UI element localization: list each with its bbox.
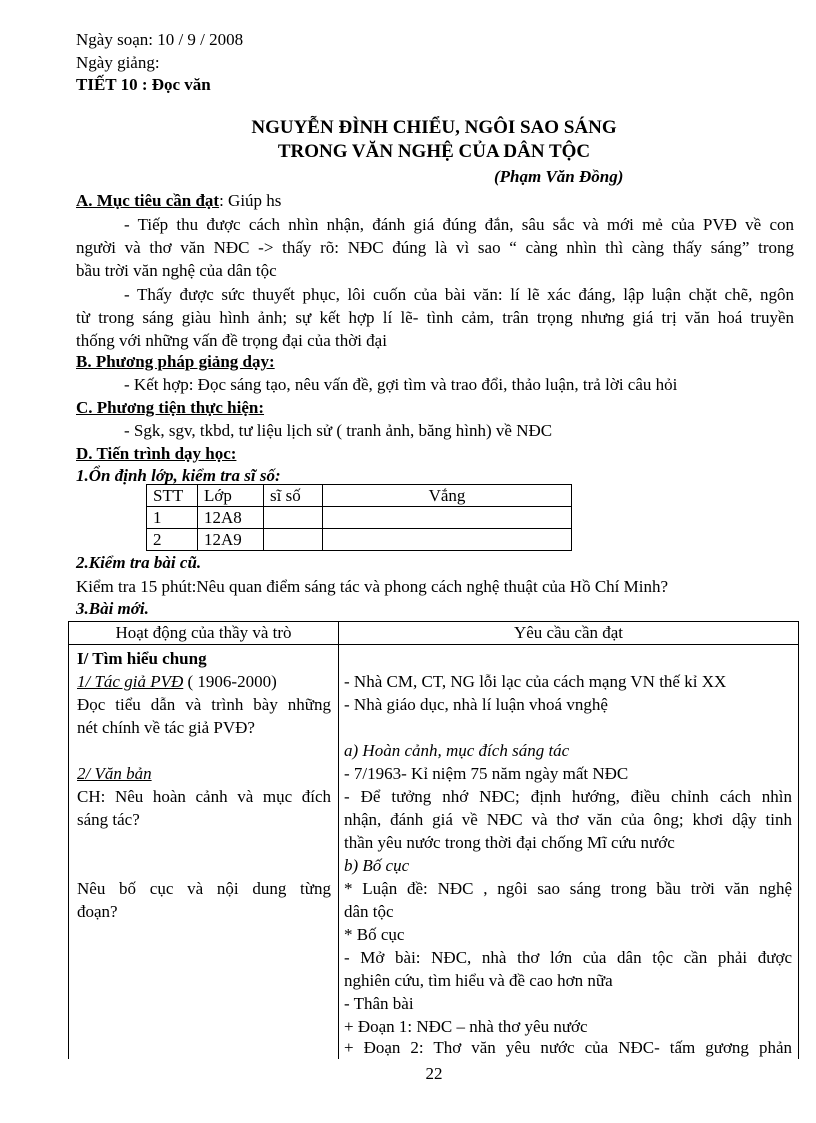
section-c-heading: C. Phương tiện thực hiện: (76, 398, 265, 417)
req-line-7: thần yêu nước trong thời đại chống Mĩ cứu nước (344, 833, 675, 852)
section-d-heading: D. Tiến trình dạy học: (76, 444, 237, 463)
question-2-line2: sáng tác? (77, 810, 140, 829)
req-line-15: + Đoạn 1: NĐC – nhà thơ yêu nước (344, 1017, 588, 1036)
subsection-3: 3.Bài mới. (76, 599, 149, 618)
page-title-line2: TRONG VĂN NGHỆ CỦA DÂN TỘC (277, 141, 591, 162)
table-cell (323, 529, 572, 551)
req-line-13: nghiên cứu, tìm hiểu và đề cao hơn nữa (344, 971, 613, 990)
subsection-2-text: Kiểm tra 15 phút:Nêu quan điểm sáng tác và phong cách nghệ thuật của Hồ Chí Minh? (76, 577, 669, 596)
subsection-1: 1.Ổn định lớp, kiểm tra sĩ số: (76, 466, 281, 485)
question-1-line1: Đọc tiểu dẫn và trình bày những (77, 695, 331, 714)
table-cell: 12A9 (198, 529, 264, 551)
author-row (77, 670, 277, 693)
col-header-requirements: Yêu cầu cần đạt (513, 623, 624, 642)
table-header-row (147, 485, 572, 507)
lesson-table (68, 621, 799, 1059)
para1-line2: người và thơ văn NĐC -> thấy rõ: NĐC đúng là vì sao “ càng nhìn thì càng thấy sáng” trong (76, 238, 794, 257)
req-line-3: a) Hoàn cảnh, mục đích sáng tác (344, 741, 570, 760)
section-c-text: - Sgk, sgv, tkbd, tư liệu lịch sử ( tranh ảnh, băng hình) về NĐC (124, 421, 553, 440)
para1-line1: - Tiếp thu được cách nhìn nhận, đánh giá đúng đắn, sâu sắc và mới mẻ của PVĐ về con (124, 215, 794, 234)
page-number: 22 (425, 1064, 443, 1083)
question-1-line2: nét chính về tác giả PVĐ? (77, 718, 255, 737)
question-3-line1: Nêu bố cục và nội dung từng (77, 879, 331, 898)
author-years: ( 1906-2000) (183, 672, 277, 691)
question-2-line1: CH: Nêu hoàn cảnh và mục đích (77, 787, 331, 806)
req-line-11: * Bố cục (344, 925, 405, 944)
subsection-2: 2.Kiểm tra bài cũ. (76, 553, 202, 572)
para1-line3: bầu trời văn nghệ của dân tộc (76, 261, 277, 280)
table-cell: 12A8 (198, 507, 264, 529)
section-a-paragraph-2 (76, 283, 794, 352)
req-line-10: dân tộc (344, 902, 394, 921)
req-line-6: nhận, đánh giá về NĐC và thơ văn của ông; khơi dậy tinh (344, 810, 792, 829)
author-link: 1/ Tác giả PVĐ (77, 672, 184, 691)
section-a-suffix: : Giúp hs (219, 191, 282, 210)
section-general: I/ Tìm hiểu chung (77, 649, 207, 668)
req-line-16: + Đoạn 2: Thơ văn yêu nước của NĐC- tấm gương phản (344, 1038, 792, 1057)
section-a-heading (76, 190, 281, 212)
req-line-8: b) Bố cục (344, 856, 410, 875)
section-b-heading: B. Phương pháp giảng dạy: (76, 352, 275, 371)
date-taught: Ngày giảng: (76, 53, 160, 72)
attendance-table (146, 484, 572, 551)
date-prepared: Ngày soạn: 10 / 9 / 2008 (76, 30, 244, 49)
req-line-4: - 7/1963- Kỉ niệm 75 năm ngày mất NĐC (344, 764, 629, 783)
table-row (147, 529, 572, 551)
table-row (147, 507, 572, 529)
text-link: 2/ Văn bản (77, 764, 152, 783)
req-line-9: * Luận đề: NĐC , ngôi sao sáng trong bầu trời văn nghệ (344, 879, 792, 898)
section-a-title: A. Mục tiêu cần đạt (76, 191, 220, 210)
col-header-stt: STT (147, 485, 198, 507)
table-cell (264, 507, 323, 529)
page-title-line1: NGUYỄN ĐÌNH CHIỂU, NGÔI SAO SÁNG (251, 117, 617, 138)
col-header-lop: Lớp (198, 485, 264, 507)
req-line-12: - Mở bài: NĐC, nhà thơ lớn của dân tộc cần phải được (344, 948, 792, 967)
para2-line3: thống với những vấn đề trọng đại của thời đại (76, 331, 387, 350)
para2-line1: - Thấy được sức thuyết phục, lôi cuốn của bài văn: lí lẽ xác đáng, lập luận chặt chẽ, ngôn (124, 285, 794, 304)
section-b-text: - Kết hợp: Đọc sáng tạo, nêu vấn đề, gợi tìm và trao đổi, thảo luận, trả lời câu hỏi (124, 375, 678, 394)
para2-line2: từ trong sáng giàu hình ảnh; sự kết hợp lí lẽ- tình cảm, trân trọng nhưng giá trị văn hoá truyền (76, 308, 794, 327)
table-cell (323, 507, 572, 529)
req-line-1: - Nhà CM, CT, NG lỗi lạc của cách mạng VN thế kỉ XX (344, 672, 727, 691)
author-credit: (Phạm Văn Đồng) (494, 167, 624, 186)
col-header-vang: Vắng (323, 485, 572, 507)
col-header-si-so: sĩ số (264, 485, 323, 507)
col-header-activities: Hoạt động của thầy và trò (115, 623, 292, 642)
req-line-5: - Để tưởng nhớ NĐC; định hướng, điều chỉnh cách nhìn (344, 787, 792, 806)
req-line-2: - Nhà giáo dục, nhà lí luận vhoá vnghệ (344, 695, 608, 714)
lesson-period: TIẾT 10 : Đọc văn (76, 75, 211, 94)
table-cell (264, 529, 323, 551)
section-a-paragraph-1 (76, 213, 794, 282)
question-3-line2: đoạn? (77, 902, 118, 921)
table-cell: 2 (147, 529, 198, 551)
table-cell: 1 (147, 507, 198, 529)
req-line-14: - Thân bài (344, 994, 414, 1013)
